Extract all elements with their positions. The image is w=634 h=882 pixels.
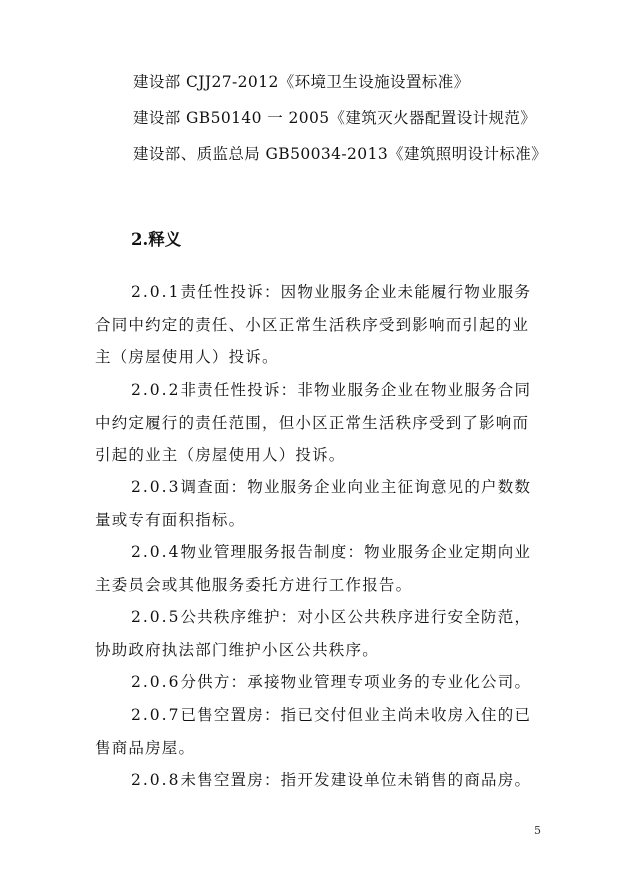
definition-text: 公共秩序维护：对小区公共秩序进行安全防范，协助政府执法部门维护小区公共秩序。 xyxy=(95,608,532,659)
definition-paragraph xyxy=(95,764,545,797)
definition-text: 非责任性投诉：非物业服务企业在物业服务合同中约定履行的责任范围，但小区正常生活秩序受到了影响而引起的业主（房屋使用人）投诉。 xyxy=(95,381,532,464)
definition-number: 2.0.8 xyxy=(131,771,181,789)
page-number: 5 xyxy=(534,824,541,837)
definition-text: 调查面：物业服务企业向业主征询意见的户数数量或专有面积指标。 xyxy=(95,478,532,529)
definition-number: 2.0.5 xyxy=(131,608,181,626)
definition-text: 责任性投诉：因物业服务企业未能履行物业服务合同中约定的责任、小区正常生活秩序受到影响而引起的业主（房屋使用人）投诉。 xyxy=(95,283,532,366)
definition-paragraph xyxy=(95,374,545,472)
definition-number: 2.0.2 xyxy=(131,381,181,399)
definition-paragraph xyxy=(95,601,545,666)
reference-line-3: 建设部、质监总局 GB50034-2013《建筑照明设计标准》 xyxy=(133,145,548,163)
definition-paragraph xyxy=(95,699,545,764)
section-heading: 2.释义 xyxy=(131,230,182,249)
definition-paragraph xyxy=(95,666,545,699)
definition-number: 2.0.3 xyxy=(131,478,181,496)
definition-number: 2.0.7 xyxy=(131,706,181,724)
reference-line-1: 建设部 CJJ27-2012《环境卫生设施设置标准》 xyxy=(133,73,470,91)
definition-number: 2.0.6 xyxy=(131,673,181,691)
reference-line-2: 建设部 GB50140 一 2005《建筑灭火器配置设计规范》 xyxy=(133,109,537,127)
definition-paragraph xyxy=(95,276,545,374)
definition-number: 2.0.1 xyxy=(131,283,181,301)
definition-text: 未售空置房：指开发建设单位未销售的商品房。 xyxy=(180,771,532,789)
definition-text: 物业管理服务报告制度：物业服务企业定期向业主委员会或其他服务委托方进行工作报告。 xyxy=(95,543,532,594)
definition-text: 分供方：承接物业管理专项业务的专业化公司。 xyxy=(180,673,532,691)
definition-number: 2.0.4 xyxy=(131,543,181,561)
definition-paragraph xyxy=(95,536,545,601)
definition-paragraph xyxy=(95,471,545,536)
definition-text: 已售空置房：指已交付但业主尚未收房入住的已售商品房屋。 xyxy=(95,706,532,757)
